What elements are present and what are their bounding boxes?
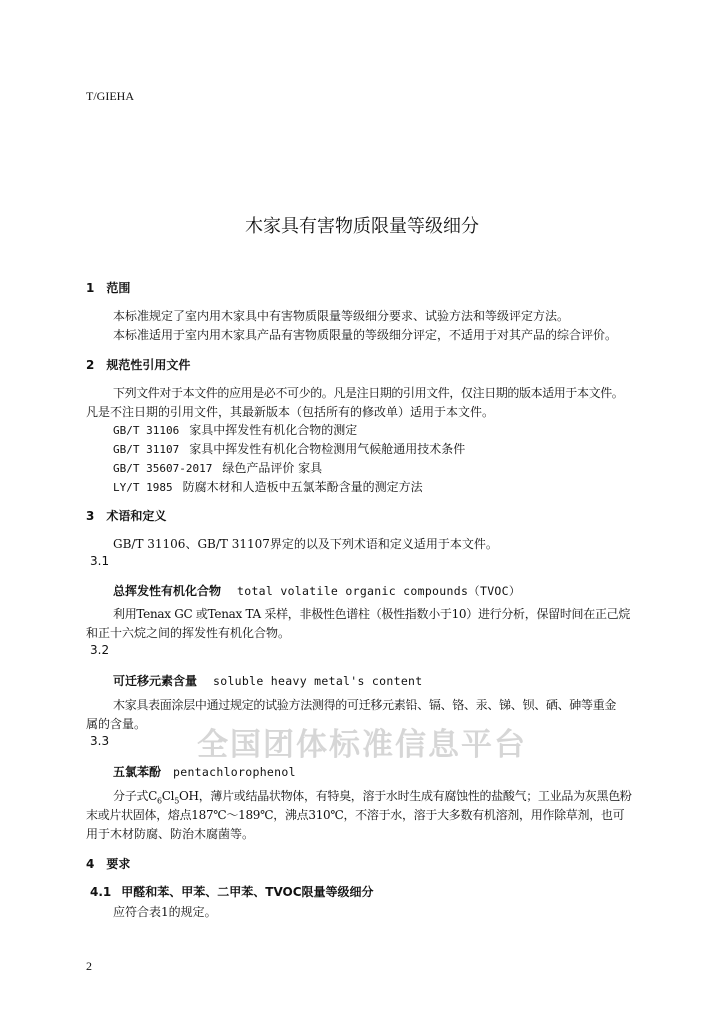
reference-name: 绿色产品评价 家具 [222, 461, 323, 475]
subsection-title: 甲醛和苯、甲苯、二甲苯、TVOC限量等级细分 [121, 885, 374, 899]
paragraph [113, 787, 632, 805]
section-number: 4 [86, 857, 95, 871]
reference-code: GB/T 31106 [113, 424, 180, 437]
section-title: 规范性引用文件 [106, 358, 191, 372]
reference-name: 家具中挥发性有机化合物的测定 [189, 423, 358, 437]
watermark: 全国团体标准信息平台 [197, 727, 527, 763]
reference-name: 防腐木材和人造板中五氯苯酚含量的测定方法 [182, 480, 423, 494]
reference-item [113, 421, 357, 438]
page-title: 木家具有害物质限量等级细分 [245, 216, 479, 237]
subscript: 6 [156, 796, 162, 806]
paragraph: 用于木材防腐、防治木腐菌等。 [86, 827, 255, 841]
term-number: 3.1 [90, 554, 110, 568]
paragraph: 本标准规定了室内用木家具中有害物质限量等级细分要求、试验方法和等级评定方法。 [113, 309, 570, 323]
term-zh: 总挥发性有机化合物 [113, 584, 222, 598]
paragraph: 末或片状固体，熔点187℃～189℃，沸点310℃，不溶于水，溶于大多数有机溶剂，用作除草剂，也可 [86, 808, 625, 822]
paragraph: 利用Tenax GC 或Tenax TA 采样，非极性色谱柱（极性指数小于10）进行分析，保留时间在正己烷 [113, 607, 631, 621]
term-heading [113, 580, 521, 599]
section-1-heading [86, 279, 130, 296]
paragraph: GB/T 31106、GB/T 31107界定的以及下列术语和定义适用于本文件。 [113, 537, 498, 551]
text: 分子式C [113, 789, 157, 803]
text: Cl [161, 789, 175, 803]
document-code: T/GIEHA [86, 89, 134, 103]
section-3-heading [86, 507, 166, 524]
subscript: 5 [174, 796, 179, 806]
paragraph: 属的含量。 [86, 717, 147, 731]
reference-item [113, 459, 322, 476]
paragraph: 凡是不注日期的引用文件，其最新版本（包括所有的修改单）适用于本文件。 [86, 405, 495, 419]
section-title: 术语和定义 [106, 509, 167, 523]
paragraph: 木家具表面涂层中通过规定的试验方法测得的可迁移元素铅、镉、铬、汞、锑、钡、硒、砷等重金 [113, 698, 617, 712]
term-zh: 五氯苯酚 [113, 765, 162, 779]
section-2-heading [86, 356, 190, 373]
reference-item [113, 440, 465, 457]
reference-code: LY/T 1985 [113, 481, 173, 494]
subsection-number: 4.1 [90, 885, 112, 899]
term-number: 3.3 [90, 734, 110, 748]
term-number: 3.2 [90, 643, 110, 657]
reference-code: GB/T 31107 [113, 443, 180, 456]
section-title: 要求 [106, 857, 131, 871]
page-number: 2 [86, 959, 92, 973]
reference-item [113, 478, 423, 495]
section-title: 范围 [106, 281, 131, 295]
term-heading [113, 761, 296, 780]
term-en: pentachlorophenol [173, 765, 296, 779]
paragraph: 下列文件对于本文件的应用是必不可少的。凡是注日期的引用文件，仅注日期的版本适用于本文件。 [113, 386, 624, 400]
term-en: total volatile organic compounds（TVOC） [237, 584, 521, 598]
term-en: soluble heavy metal's content [213, 674, 423, 688]
section-number: 3 [86, 509, 95, 523]
section-number: 2 [86, 358, 95, 372]
text: OH，薄片或结晶状物体，有特臭，溶于水时生成有腐蚀性的盐酸气；工业品为灰黑色粉 [179, 789, 632, 803]
subsection-4-1-heading [90, 883, 374, 900]
paragraph: 本标准适用于室内用木家具产品有害物质限量的等级细分评定，不适用于对其产品的综合评价。 [113, 328, 618, 342]
section-number: 1 [86, 281, 95, 295]
term-zh: 可迁移元素含量 [113, 674, 198, 688]
reference-code: GB/T 35607-2017 [113, 462, 213, 475]
paragraph: 和正十六烷之间的挥发性有机化合物。 [86, 626, 291, 640]
paragraph: 应符合表1的规定。 [113, 905, 217, 919]
section-4-heading [86, 855, 130, 872]
reference-name: 家具中挥发性有机化合物检测用气候舱通用技术条件 [189, 442, 466, 456]
term-heading [113, 670, 423, 689]
